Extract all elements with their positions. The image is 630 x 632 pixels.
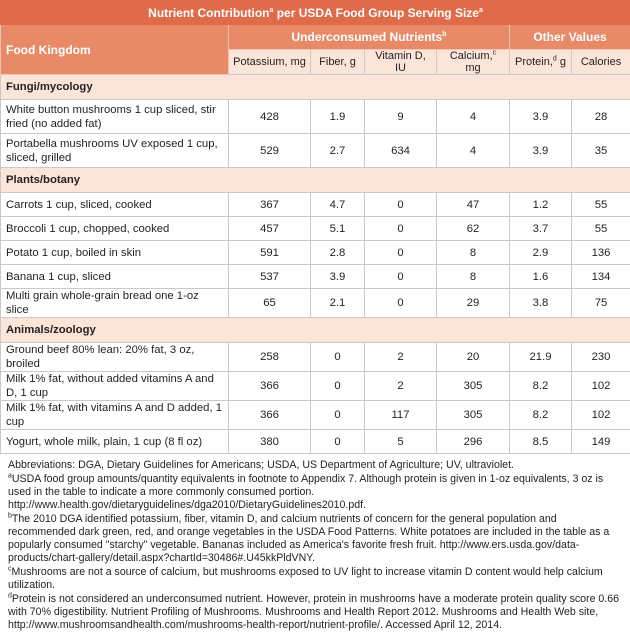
food-name-cell: Banana 1 cup, sliced bbox=[1, 265, 229, 289]
calories-cell: 102 bbox=[572, 372, 630, 401]
calories-cell: 230 bbox=[572, 343, 630, 372]
calcium-cell: 296 bbox=[437, 430, 510, 454]
fiber-cell: 0 bbox=[311, 430, 365, 454]
section-title: Fungi/mycology bbox=[1, 75, 630, 100]
header-food-kingdom: Food Kingdom bbox=[1, 25, 229, 75]
fiber-cell: 2.7 bbox=[311, 134, 365, 168]
section-row bbox=[1, 75, 630, 100]
protein-cell: 1.6 bbox=[510, 265, 572, 289]
protein-cell: 3.9 bbox=[510, 134, 572, 168]
calcium-cell: 305 bbox=[437, 401, 510, 430]
potassium-cell: 591 bbox=[229, 241, 311, 265]
calcium-cell: 8 bbox=[437, 265, 510, 289]
fiber-cell: 4.7 bbox=[311, 193, 365, 217]
protein-cell: 8.2 bbox=[510, 372, 572, 401]
food-name-cell: Portabella mushrooms UV exposed 1 cup, sliced, grilled bbox=[1, 134, 229, 168]
calories-cell: 134 bbox=[572, 265, 630, 289]
vitd-cell: 5 bbox=[365, 430, 437, 454]
table-row bbox=[1, 100, 630, 134]
calcium-cell: 4 bbox=[437, 100, 510, 134]
header-other-values: Other Values bbox=[510, 25, 630, 50]
food-name-cell: Multi grain whole-grain bread one 1-oz slice bbox=[1, 289, 229, 318]
protein-cell: 3.8 bbox=[510, 289, 572, 318]
calcium-cell: 305 bbox=[437, 372, 510, 401]
calcium-cell: 8 bbox=[437, 241, 510, 265]
fiber-cell: 0 bbox=[311, 343, 365, 372]
table-body bbox=[1, 75, 630, 454]
potassium-cell: 457 bbox=[229, 217, 311, 241]
fiber-cell: 2.1 bbox=[311, 289, 365, 318]
calories-cell: 136 bbox=[572, 241, 630, 265]
fiber-cell: 1.9 bbox=[311, 100, 365, 134]
table-row bbox=[1, 372, 630, 401]
table-row bbox=[1, 241, 630, 265]
potassium-cell: 537 bbox=[229, 265, 311, 289]
table-row bbox=[1, 217, 630, 241]
calories-cell: 55 bbox=[572, 217, 630, 241]
potassium-cell: 380 bbox=[229, 430, 311, 454]
calories-cell: 102 bbox=[572, 401, 630, 430]
footnote-a: $^a$USDA food group amounts/quantity equivalents in footnote to Appendix 7. Although protein is given in 1-oz equivalents, 3 oz is used in the table to indicate a more commonly consumed portion. http://www.health.gov/dietaryguidelines/dga2010/DietaryGuidelines2010.pdf. bbox=[8, 473, 622, 512]
table-row bbox=[1, 430, 630, 454]
table-row bbox=[1, 343, 630, 372]
potassium-cell: 428 bbox=[229, 100, 311, 134]
header-underconsumed-nutrients: Underconsumed Nutrients$^b$ bbox=[229, 25, 510, 50]
vitd-cell: 0 bbox=[365, 265, 437, 289]
vitd-cell: 2 bbox=[365, 343, 437, 372]
fiber-cell: 0 bbox=[311, 401, 365, 430]
table-row bbox=[1, 289, 630, 318]
footnotes bbox=[0, 454, 630, 632]
footnote-d: $^d$Protein is not considered an underconsumed nutrient. However, protein in mushrooms have a moderate protein quality score 0.66 with 70% digestibility. Nutrient Profiling of Mushrooms. Mushrooms and Health Report 2012. Mushrooms and Health Web site, http://www.mushroomsandhealth.com/mushrooms-health-report/nutrient-profile/. Accessed April 12, 2014. bbox=[8, 593, 622, 632]
calories-cell: 75 bbox=[572, 289, 630, 318]
vitd-cell: 0 bbox=[365, 193, 437, 217]
protein-cell: 21.9 bbox=[510, 343, 572, 372]
potassium-cell: 366 bbox=[229, 372, 311, 401]
potassium-cell: 258 bbox=[229, 343, 311, 372]
section-title: Plants/botany bbox=[1, 168, 630, 193]
section-row bbox=[1, 168, 630, 193]
calories-cell: 55 bbox=[572, 193, 630, 217]
subheader-calcium: Calcium,$^c$ mg bbox=[437, 50, 510, 75]
fiber-cell: 0 bbox=[311, 372, 365, 401]
fiber-cell: 2.8 bbox=[311, 241, 365, 265]
food-name-cell: Broccoli 1 cup, chopped, cooked bbox=[1, 217, 229, 241]
food-name-cell: Yogurt, whole milk, plain, 1 cup (8 fl oz) bbox=[1, 430, 229, 454]
vitd-cell: 117 bbox=[365, 401, 437, 430]
fiber-cell: 3.9 bbox=[311, 265, 365, 289]
protein-cell: 3.9 bbox=[510, 100, 572, 134]
subheader-vitamin-d: Vitamin D, IU bbox=[365, 50, 437, 75]
calcium-cell: 4 bbox=[437, 134, 510, 168]
fiber-cell: 5.1 bbox=[311, 217, 365, 241]
protein-cell: 8.2 bbox=[510, 401, 572, 430]
food-name-cell: Milk 1% fat, without added vitamins A and D, 1 cup bbox=[1, 372, 229, 401]
vitd-cell: 0 bbox=[365, 241, 437, 265]
protein-cell: 1.2 bbox=[510, 193, 572, 217]
table-row bbox=[1, 193, 630, 217]
calcium-cell: 62 bbox=[437, 217, 510, 241]
calories-cell: 35 bbox=[572, 134, 630, 168]
subheader-calories: Calories bbox=[572, 50, 630, 75]
potassium-cell: 65 bbox=[229, 289, 311, 318]
vitd-cell: 2 bbox=[365, 372, 437, 401]
food-name-cell: Potato 1 cup, boiled in skin bbox=[1, 241, 229, 265]
potassium-cell: 529 bbox=[229, 134, 311, 168]
food-name-cell: Ground beef 80% lean: 20% fat, 3 oz, broiled bbox=[1, 343, 229, 372]
food-name-cell: Milk 1% fat, with vitamins A and D added, 1 cup bbox=[1, 401, 229, 430]
table-caption: Nutrient Contribution$^a$ per USDA Food Group Serving Size$^a$ bbox=[1, 1, 630, 25]
vitd-cell: 0 bbox=[365, 217, 437, 241]
vitd-cell: 9 bbox=[365, 100, 437, 134]
potassium-cell: 367 bbox=[229, 193, 311, 217]
subheader-fiber: Fiber, g bbox=[311, 50, 365, 75]
subheader-protein: Protein,$^d$ g bbox=[510, 50, 572, 75]
potassium-cell: 366 bbox=[229, 401, 311, 430]
footnote-abbreviations: Abbreviations: DGA, Dietary Guidelines for Americans; USDA, US Department of Agriculture; UV, ultraviolet. bbox=[8, 459, 622, 472]
calories-cell: 149 bbox=[572, 430, 630, 454]
table-row bbox=[1, 401, 630, 430]
subheader-potassium: Potassium, mg bbox=[229, 50, 311, 75]
section-row bbox=[1, 318, 630, 343]
food-name-cell: White button mushrooms 1 cup sliced, stir fried (no added fat) bbox=[1, 100, 229, 134]
food-name-cell: Carrots 1 cup, sliced, cooked bbox=[1, 193, 229, 217]
vitd-cell: 634 bbox=[365, 134, 437, 168]
calcium-cell: 29 bbox=[437, 289, 510, 318]
protein-cell: 8.5 bbox=[510, 430, 572, 454]
vitd-cell: 0 bbox=[365, 289, 437, 318]
footnote-c: $^c$Mushrooms are not a source of calcium, but mushrooms exposed to UV light to increase vitamin D content would help calcium utilization. bbox=[8, 566, 622, 592]
section-title: Animals/zoology bbox=[1, 318, 630, 343]
calories-cell: 28 bbox=[572, 100, 630, 134]
table-row bbox=[1, 265, 630, 289]
protein-cell: 2.9 bbox=[510, 241, 572, 265]
protein-cell: 3.7 bbox=[510, 217, 572, 241]
footnote-b: $^b$The 2010 DGA identified potassium, fiber, vitamin D, and calcium nutrients of concern for the general population and recommended dark green, red, and orange vegetables in the USDA Food Patterns. White potatoes are included in the table as a popularly consumed "starchy" vegetable. Bananas included as America's favorite fresh fruit. http://www.ers.usda.gov/data-products/chart-gallery/detail.aspx?chartId=30486#.U45kkPldVNY. bbox=[8, 513, 622, 565]
table-row bbox=[1, 134, 630, 168]
calcium-cell: 20 bbox=[437, 343, 510, 372]
calcium-cell: 47 bbox=[437, 193, 510, 217]
